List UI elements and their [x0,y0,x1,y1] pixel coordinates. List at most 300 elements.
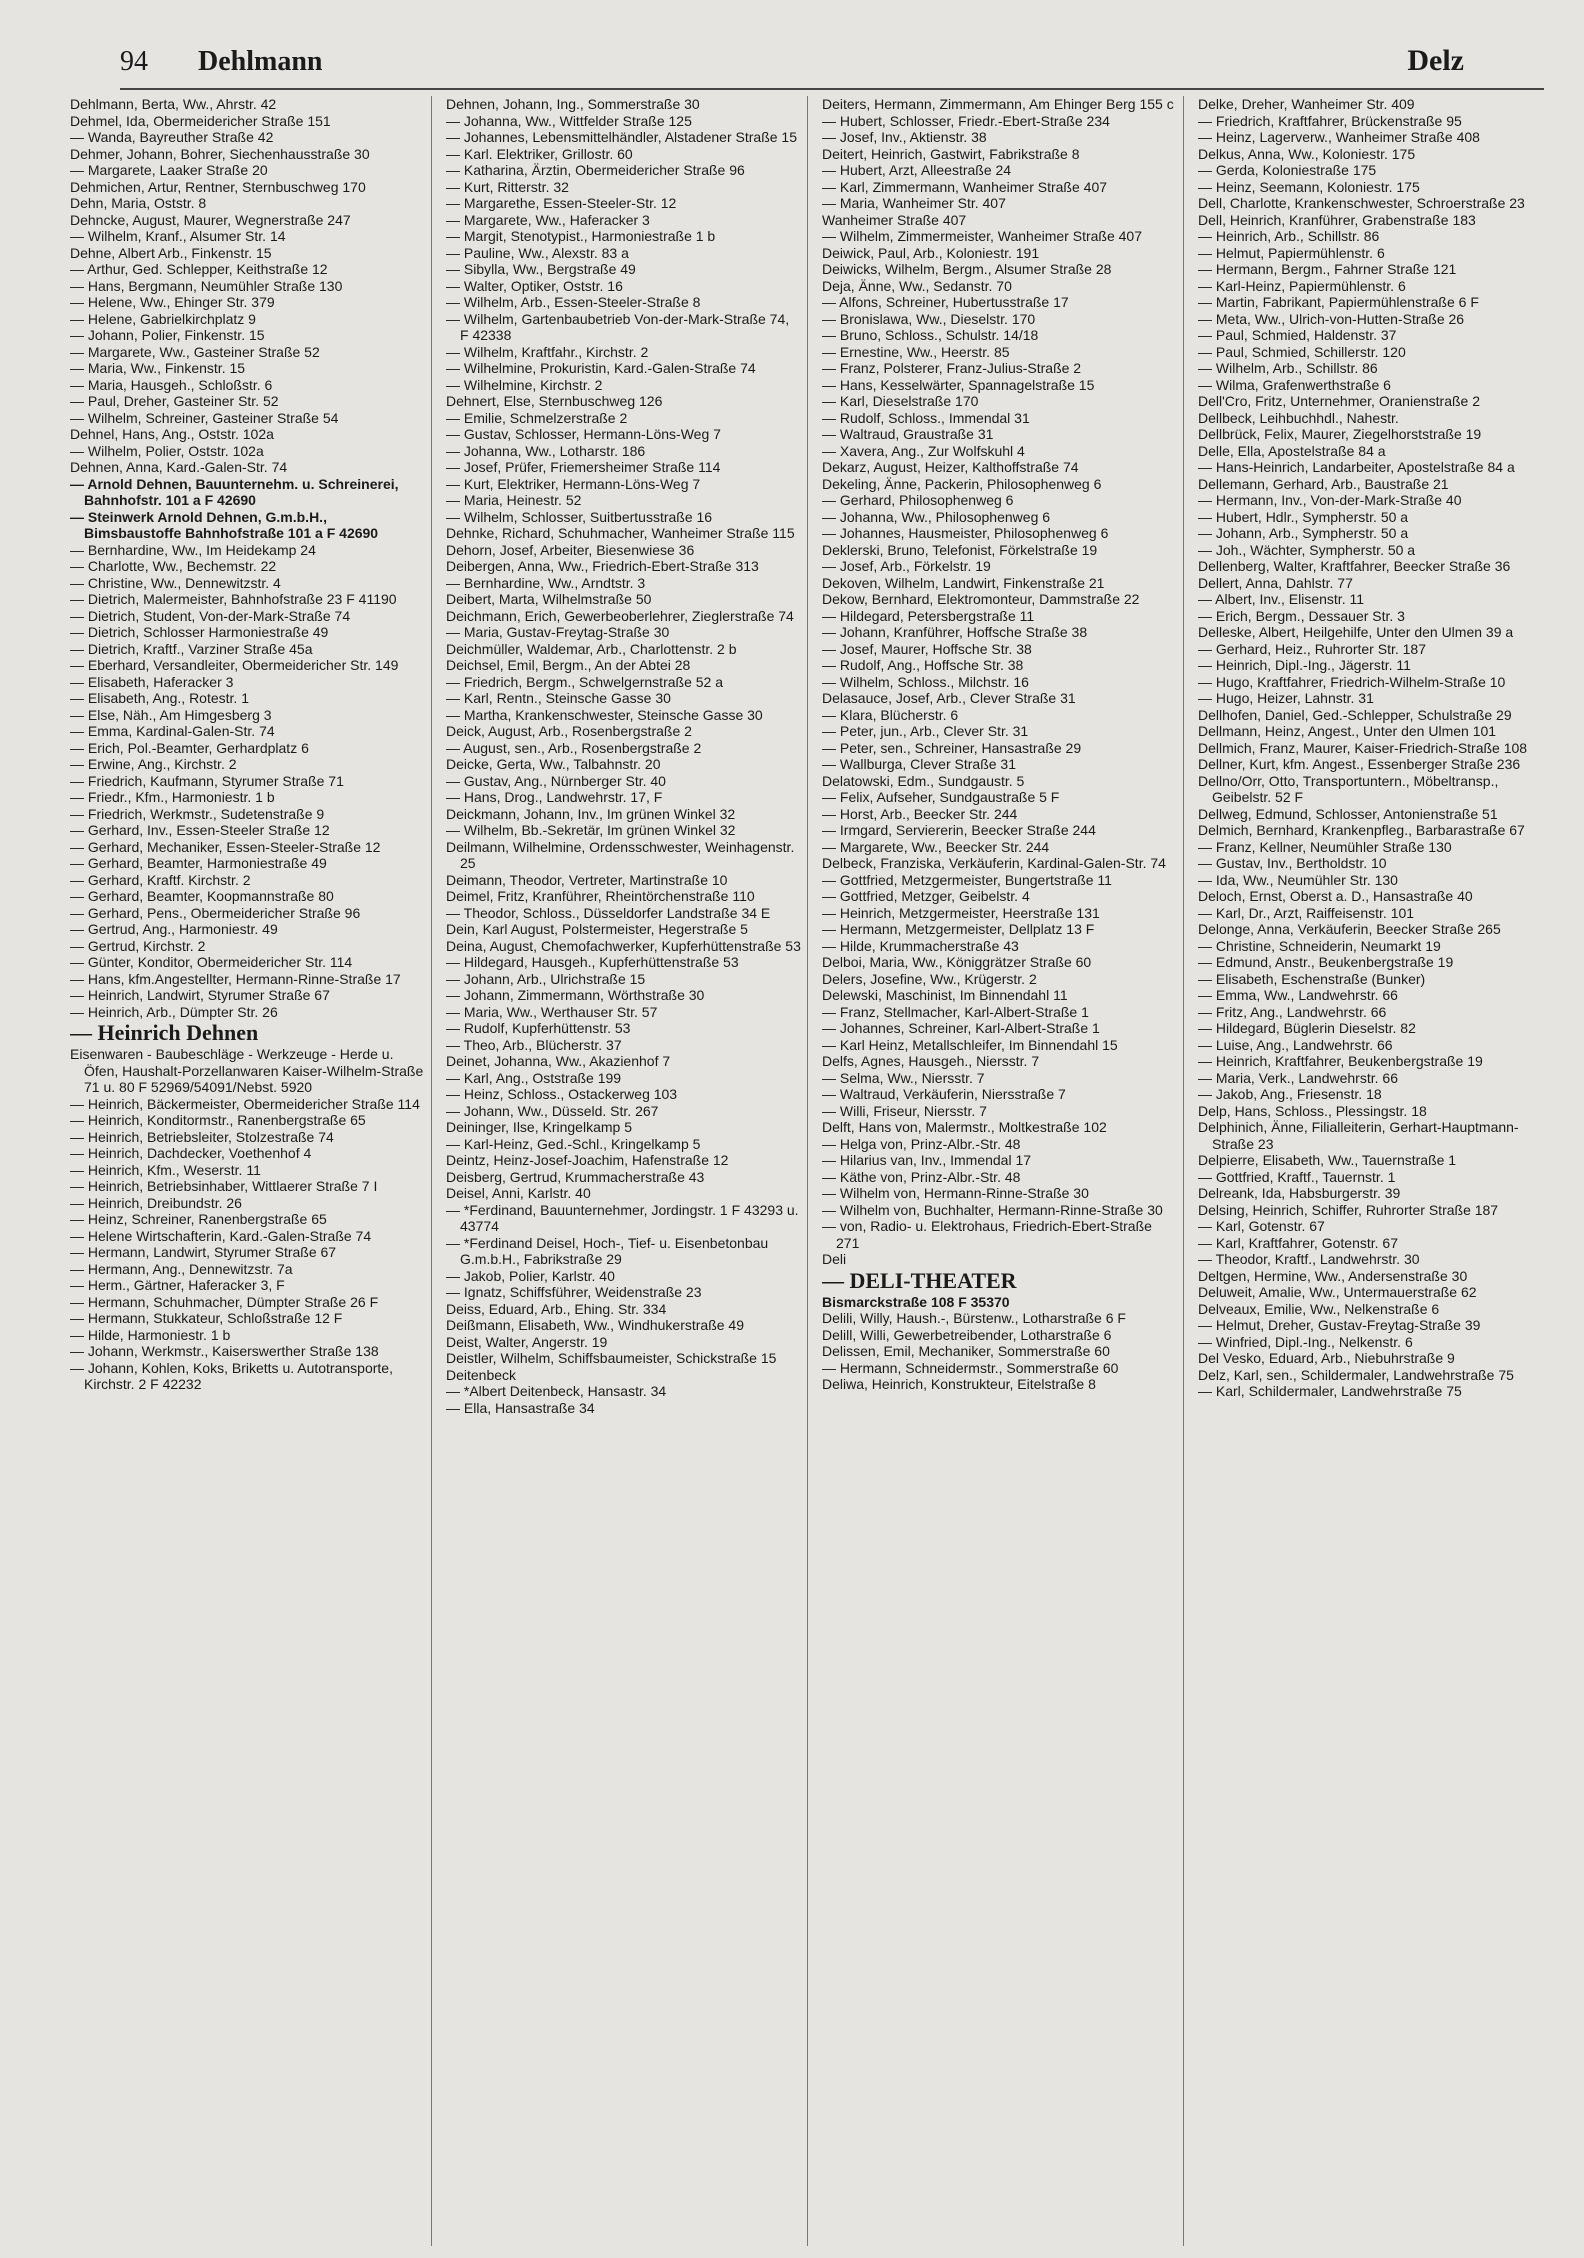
directory-entry: — Winfried, Dipl.-Ing., Nelkenstr. 6 [1198,1334,1554,1351]
directory-entry: Deiwicks, Wilhelm, Bergm., Alsumer Straße 28 [822,261,1112,277]
directory-entry: Deloch, Ernst, Oberst a. D., Hansastraße 40 [1198,888,1473,904]
directory-entry: Deisel, Anni, Karlstr. 40 [446,1185,591,1201]
directory-entry: Deltgen, Hermine, Ww., Andersenstraße 30 [1198,1267,1468,1284]
directory-entry: — Wilhelm, Bb.-Sekretär, Im grünen Winkel 32 [446,822,801,839]
directory-entry: — Christine, Schneiderin, Neumarkt 19 [1198,938,1554,955]
directory-entry: Dehncke, August, Maurer, Wegnerstraße 247 [70,211,351,228]
directory-entry: — Gottfried, Metzger, Geibelstr. 4 [822,888,1177,905]
directory-entry: Dellemann, Gerhard, Arb., Baustraße 21 [1198,475,1449,492]
directory-entry: — Gerda, Koloniestraße 175 [1198,162,1554,179]
directory-entry: — Friedr., Kfm., Harmoniestr. 1 b [70,789,425,806]
directory-entry: — *Ferdinand, Bauunternehmer, Jordingstr. 1 F 43293 u. 43774 [446,1202,801,1235]
directory-entry: — Heinz, Schreiner, Ranenbergstraße 65 [70,1211,425,1228]
directory-entry: Deintz, Heinz-Josef-Joachim, Hafenstraße 12 [446,1152,729,1168]
directory-entry: — Johann, Werkmstr., Kaiserswerther Straße 138 [70,1343,425,1360]
running-head-right: Delz [1407,44,1464,77]
directory-entry: — Heinrich, Arb., Dümpter Str. 26 [70,1004,425,1021]
directory-entry: — Wilhelmine, Prokuristin, Kard.-Galen-Straße 74 [446,360,801,377]
column-1 [70,96,432,2246]
directory-entry: — Friedrich, Kraftfahrer, Brückenstraße 95 [1198,113,1554,130]
directory-entry: Dehnen, Anna, Kard.-Galen-Str. 74 [70,459,288,475]
directory-entry: Delasauce, Josef, Arb., Clever Straße 31 [822,690,1076,706]
directory-entry: — Wallburga, Clever Straße 31 [822,756,1177,773]
directory-entry: — Wilhelm, Arb., Schillstr. 86 [1198,360,1554,377]
directory-entry: — Bernhardine, Ww., Im Heidekamp 24 [70,542,425,559]
column-3 [822,96,1184,2246]
directory-entry: — Hubert, Hdlr., Sympherstr. 50 a [1198,509,1554,526]
directory-entry: — Karl. Elektriker, Grillostr. 60 [446,146,801,163]
directory-entry: — Bronislawa, Ww., Dieselstr. 170 [822,311,1177,328]
directory-entry: — Heinrich, Betriebsinhaber, Wittlaerer Straße 7 I [70,1178,425,1195]
directory-entry: — Hans, Bergmann, Neumühler Straße 130 [70,278,425,295]
directory-entry: Deluweit, Amalie, Ww., Untermauerstraße 62 [1198,1284,1477,1300]
directory-entry: — Peter, sen., Schreiner, Hansastraße 29 [822,740,1177,757]
directory-entry: Deklerski, Bruno, Telefonist, Förkelstraße 19 [822,541,1098,558]
directory-columns [70,96,1560,2246]
directory-entry: — Wilhelmine, Kirchstr. 2 [446,377,801,394]
directory-entry: Delreank, Ida, Habsburgerstr. 39 [1198,1185,1401,1201]
directory-entry: — Heinrich, Dreibundstr. 26 [70,1195,425,1212]
directory-entry: Deina, August, Chemofachwerker, Kupferhüttenstraße 53 [446,937,801,954]
directory-entry: Deichmann, Erich, Gewerbeoberlehrer, Zieglerstraße 74 [446,607,794,624]
directory-entry: Bismarckstraße 108 F 35370 [822,1293,1010,1310]
directory-entry: — Heinrich, Dipl.-Ing., Jägerstr. 11 [1198,657,1554,674]
column-2 [446,96,808,2246]
directory-entry: — Hermann, Schneidermstr., Sommerstraße 60 [822,1360,1177,1377]
directory-entry: Deitert, Heinrich, Gastwirt, Fabrikstraße 8 [822,145,1080,162]
directory-entry: — Karl-Heinz, Ged.-Schl., Kringelkamp 5 [446,1136,801,1153]
directory-entry: — Hilde, Harmoniestr. 1 b [70,1327,425,1344]
directory-entry: — Ernestine, Ww., Heerstr. 85 [822,344,1177,361]
directory-entry: — Heinz, Lagerverw., Wanheimer Straße 408 [1198,129,1554,146]
directory-entry: — Johann, Kranführer, Hoffsche Straße 38 [822,624,1177,641]
directory-entry: — Rudolf, Schloss., Immendal 31 [822,410,1177,427]
directory-entry: — Dietrich, Malermeister, Bahnhofstraße 23 F 41190 [70,591,425,608]
directory-entry: Dein, Karl August, Polstermeister, Hegerstraße 5 [446,921,748,937]
directory-entry: — Emma, Ww., Landwehrstr. 66 [1198,987,1554,1004]
directory-entry: — Elisabeth, Haferacker 3 [70,674,425,691]
directory-entry: Dellner, Kurt, kfm. Angest., Essenberger Straße 236 [1198,756,1521,772]
directory-entry: — Josef, Inv., Aktienstr. 38 [822,129,1177,146]
directory-entry: — Helmut, Papiermühlenstr. 6 [1198,245,1554,262]
directory-entry: — Luise, Ang., Landwehrstr. 66 [1198,1037,1554,1054]
directory-entry: — Johann, Zimmermann, Wörthstraße 30 [446,987,801,1004]
directory-entry: — Gertrud, Kirchstr. 2 [70,938,425,955]
directory-entry: — Hubert, Arzt, Alleestraße 24 [822,162,1177,179]
directory-entry: Dekarz, August, Heizer, Kalthoffstraße 74 [822,459,1079,475]
directory-entry: — Elisabeth, Ang., Rotestr. 1 [70,690,425,707]
directory-entry: Dehlmann, Berta, Ww., Ahrstr. 42 [70,96,277,112]
directory-entry: — Karl, Dr., Arzt, Raiffeisenstr. 101 [1198,905,1554,922]
directory-entry: Dehnert, Else, Sternbuschweg 126 [446,393,663,409]
directory-entry: — Theodor, Kraftf., Landwehrstr. 30 [1198,1251,1554,1268]
directory-entry: — Gerhard, Kraftf. Kirchstr. 2 [70,872,425,889]
directory-entry: Dellbrück, Felix, Maurer, Ziegelhorststraße 19 [1198,426,1482,442]
directory-entry: Deli [822,1251,847,1267]
directory-entry: Dellbeck, Leihbuchhdl., Nahestr. [1198,409,1399,426]
directory-entry: — Heinrich, Kfm., Weserstr. 11 [70,1162,425,1179]
directory-entry: — Margarethe, Essen-Steeler-Str. 12 [446,195,801,212]
directory-entry: — Erich, Pol.-Beamter, Gerhardplatz 6 [70,740,425,757]
directory-entry: — Margarete, Ww., Beecker Str. 244 [822,839,1177,856]
directory-entry: — Margarete, Laaker Straße 20 [70,162,425,179]
directory-entry: — Edmund, Anstr., Beukenbergstraße 19 [1198,954,1554,971]
directory-entry: — Johann, Arb., Sympherstr. 50 a [1198,525,1554,542]
directory-entry: Dellweg, Edmund, Schlosser, Antonienstraße 51 [1198,805,1498,822]
directory-entry: Del Vesko, Eduard, Arb., Niebuhrstraße 9 [1198,1350,1455,1366]
directory-entry: — Wilhelm, Gartenbaubetrieb Von-der-Mark-Straße 74, F 42338 [446,311,801,344]
directory-entry: — Johannes, Schreiner, Karl-Albert-Straße 1 [822,1020,1177,1037]
directory-entry: Delkus, Anna, Ww., Koloniestr. 175 [1198,145,1416,162]
directory-entry: — Maria, Heinestr. 52 [446,492,801,509]
directory-entry: — Jakob, Ang., Friesenstr. 18 [1198,1086,1554,1103]
directory-entry: Dell, Charlotte, Krankenschwester, Schroerstraße 23 [1198,195,1525,211]
directory-entry: — Pauline, Ww., Alexstr. 83 a [446,245,801,262]
directory-entry: — Meta, Ww., Ulrich-von-Hutten-Straße 26 [1198,311,1554,328]
directory-entry: — Gustav, Schlosser, Hermann-Löns-Weg 7 [446,426,801,443]
directory-entry: Deliwa, Heinrich, Konstrukteur, Eitelstraße 8 [822,1376,1096,1392]
directory-entry: — Hans-Heinrich, Landarbeiter, Apostelstraße 84 a [1198,459,1554,476]
directory-entry: — Heinrich, Bäckermeister, Obermeidericher Straße 114 [70,1096,425,1113]
directory-entry: Dellmann, Heinz, Angest., Unter den Ulmen 101 [1198,723,1497,739]
directory-entry: — Arthur, Ged. Schlepper, Keithstraße 12 [70,261,425,278]
directory-entry: — Margarete, Ww., Gasteiner Straße 52 [70,344,425,361]
directory-entry: Delfs, Agnes, Hausgeh., Niersstr. 7 [822,1053,1040,1069]
directory-entry: — Hugo, Kraftfahrer, Friedrich-Wilhelm-Straße 10 [1198,674,1554,691]
directory-entry: — Dietrich, Student, Von-der-Mark-Straße 74 [70,608,425,625]
directory-entry: Deininger, Ilse, Kringelkamp 5 [446,1119,632,1135]
directory-entry: Delveaux, Emilie, Ww., Nelkenstraße 6 [1198,1300,1440,1317]
directory-entry: — Elisabeth, Eschenstraße (Bunker) [1198,971,1554,988]
directory-entry: — Helene, Gabrielkirchplatz 9 [70,311,425,328]
directory-entry: — Selma, Ww., Niersstr. 7 [822,1070,1177,1087]
directory-entry: — Bernhardine, Ww., Arndtstr. 3 [446,575,801,592]
directory-entry: — Karl, Rentn., Steinsche Gasse 30 [446,690,801,707]
directory-entry: — Herm., Gärtner, Haferacker 3, F [70,1277,425,1294]
directory-entry: — Xavera, Ang., Zur Wolfskuhl 4 [822,443,1177,460]
directory-entry: — Steinwerk Arnold Dehnen, G.m.b.H., Bimsbaustoffe Bahnhofstraße 101 a F 42690 [70,509,425,542]
directory-entry: — Gottfried, Kraftf., Tauernstr. 1 [1198,1169,1554,1186]
directory-entry: — *Albert Deitenbeck, Hansastr. 34 [446,1383,801,1400]
directory-entry: — Paul, Schmied, Schillerstr. 120 [1198,344,1554,361]
directory-entry: Delewski, Maschinist, Im Binnendahl 11 [822,987,1068,1003]
directory-entry: — Johanna, Ww., Philosophenweg 6 [822,509,1177,526]
directory-entry: Delmich, Bernhard, Krankenpfleg., Barbarastraße 67 [1198,822,1525,838]
directory-entry: — Martha, Krankenschwester, Steinsche Gasse 30 [446,707,801,724]
directory-entry: — Hilde, Krummacherstraße 43 [822,938,1177,955]
directory-entry: — Wilhelm, Kraftfahr., Kirchstr. 2 [446,344,801,361]
directory-entry: Deichmüller, Waldemar, Arb., Charlottenstr. 2 b [446,640,737,657]
directory-entry: — *Ferdinand Deisel, Hoch-, Tief- u. Eisenbetonbau G.m.b.H., Fabrikstraße 29 [446,1235,801,1268]
directory-entry: Dehmer, Johann, Bohrer, Siechenhausstraße 30 [70,145,370,162]
directory-entry: Deisberg, Gertrud, Krummacherstraße 43 [446,1168,705,1185]
directory-entry: Dehnel, Hans, Ang., Oststr. 102a [70,426,274,442]
directory-entry: Dehnen, Johann, Ing., Sommerstraße 30 [446,96,700,112]
directory-entry: Deinet, Johanna, Ww., Akazienhof 7 [446,1053,671,1069]
directory-entry: Delke, Dreher, Wanheimer Str. 409 [1198,96,1415,112]
directory-entry: Delatowski, Edm., Sundgaustr. 5 [822,772,1025,789]
directory-entry: — Friedrich, Kaufmann, Styrumer Straße 71 [70,773,425,790]
directory-entry: Dekeling, Änne, Packerin, Philosophenweg 6 [822,475,1102,492]
directory-entry: — Kurt, Ritterstr. 32 [446,179,801,196]
directory-entry: — Käthe von, Prinz-Albr.-Str. 48 [822,1169,1177,1186]
directory-entry: — Heinrich, Metzgermeister, Heerstraße 131 [822,905,1177,922]
page-number: 94 [120,46,148,77]
directory-entry: — Gerhard, Mechaniker, Essen-Steeler-Straße 12 [70,839,425,856]
directory-entry: — Albert, Inv., Elisenstr. 11 [1198,591,1554,608]
directory-entry: — Waltraud, Graustraße 31 [822,426,1177,443]
directory-entry: Delers, Josefine, Ww., Krügerstr. 2 [822,970,1037,987]
directory-entry: — Johannes, Hausmeister, Philosophenweg 6 [822,525,1177,542]
directory-entry: Deibergen, Anna, Ww., Friedrich-Ebert-Straße 313 [446,558,759,574]
directory-entry: — Heinz, Seemann, Koloniestr. 175 [1198,179,1554,196]
directory-entry: — Dietrich, Kraftf., Varziner Straße 45a [70,641,425,658]
directory-entry: — Johann, Ww., Düsseld. Str. 267 [446,1103,801,1120]
directory-entry: — Hildegard, Petersbergstraße 11 [822,608,1177,625]
directory-entry: — DELI-THEATER [822,1268,1177,1294]
directory-entry: Deistler, Wilhelm, Schiffsbaumeister, Schickstraße 15 [446,1350,777,1366]
directory-entry: Deißmann, Elisabeth, Ww., Windhukerstraße 49 [446,1317,745,1333]
directory-entry: Delill, Willi, Gewerbetreibender, Lotharstraße 6 [822,1326,1112,1343]
directory-entry: Deiwick, Paul, Arb., Koloniestr. 191 [822,244,1040,261]
directory-entry: Delonge, Anna, Verkäuferin, Beecker Straße 265 [1198,921,1501,937]
directory-entry: Deiss, Eduard, Arb., Ehing. Str. 334 [446,1300,667,1317]
directory-entry: — Peter, jun., Arb., Clever Str. 31 [822,723,1177,740]
directory-entry: — Johannes, Lebensmittelhändler, Alstadener Straße 15 [446,129,801,146]
directory-entry: — Wilhelm, Kranf., Alsumer Str. 14 [70,228,425,245]
directory-entry: — Johann, Polier, Finkenstr. 15 [70,327,425,344]
directory-entry: — Friedrich, Bergm., Schwelgernstraße 52 a [446,674,801,691]
directory-entry: — Margit, Stenotypist., Harmoniestraße 1 b [446,228,801,245]
directory-entry: — Felix, Aufseher, Sundgaustraße 5 F [822,789,1177,806]
directory-entry: Deibert, Marta, Wilhelmstraße 50 [446,591,652,607]
directory-entry: Dehne, Albert Arb., Finkenstr. 15 [70,244,272,261]
directory-entry: Eisenwaren - Baubeschläge - Werkzeuge - Herde u. Öfen, Haushalt-Porzellanwaren Kaiser-Wilhelm-Straße 71 u. 80 F 52969/54091/Nebst. 5920 [70,1046,424,1095]
directory-entry: — Karl, Zimmermann, Wanheimer Straße 407 [822,179,1177,196]
directory-entry: Wanheimer Straße 407 [822,211,967,228]
directory-entry: — Karl Heinz, Metallschleifer, Im Binnendahl 15 [822,1037,1177,1054]
directory-entry: — Hildegard, Hausgeh., Kupferhüttenstraße 53 [446,954,801,971]
directory-entry: Dellert, Anna, Dahlstr. 77 [1198,574,1353,591]
directory-entry: — Heinrich, Arb., Schillstr. 86 [1198,228,1554,245]
directory-entry: — Erwine, Ang., Kirchstr. 2 [70,756,425,773]
directory-entry: — Heinrich, Landwirt, Styrumer Straße 67 [70,987,425,1004]
directory-entry: — Karl, Schildermaler, Landwehrstraße 75 [1198,1383,1554,1400]
directory-entry: — Willi, Friseur, Niersstr. 7 [822,1103,1177,1120]
directory-entry: — Hermann, Bergm., Fahrner Straße 121 [1198,261,1554,278]
directory-entry: — Joh., Wächter, Sympherstr. 50 a [1198,542,1554,559]
directory-entry: Dellmich, Franz, Maurer, Kaiser-Friedrich-Straße 108 [1198,739,1528,756]
directory-entry: — Heinrich, Konditormstr., Ranenbergstraße 65 [70,1112,425,1129]
directory-entry: — Helene Wirtschafterin, Kard.-Galen-Straße 74 [70,1228,425,1245]
directory-entry: — Gertrud, Ang., Harmoniestr. 49 [70,921,425,938]
directory-entry: — Hermann, Stukkateur, Schloßstraße 12 F [70,1310,425,1327]
directory-entry: Delpierre, Elisabeth, Ww., Tauernstraße 1 [1198,1152,1457,1168]
directory-entry: — Maria, Hausgeh., Schloßstr. 6 [70,377,425,394]
directory-entry: — Karl, Ang., Oststraße 199 [446,1070,801,1087]
directory-entry: Delissen, Emil, Mechaniker, Sommerstraße 60 [822,1343,1110,1359]
directory-entry: — Josef, Arb., Förkelstr. 19 [822,558,1177,575]
page-header [120,38,1544,90]
directory-entry: — Heinrich, Dachdecker, Voethenhof 4 [70,1145,425,1162]
directory-entry: Delsing, Heinrich, Schiffer, Ruhrorter Straße 187 [1198,1201,1499,1218]
directory-entry: — Klara, Blücherstr. 6 [822,707,1177,724]
directory-entry: — Karl-Heinz, Papiermühlenstr. 6 [1198,278,1554,295]
directory-entry: Deimann, Theodor, Vertreter, Martinstraße 10 [446,871,728,888]
directory-entry: Deist, Walter, Angerstr. 19 [446,1333,608,1350]
directory-entry: — Wilhelm, Arb., Essen-Steeler-Straße 8 [446,294,801,311]
directory-entry: — Irmgard, Serviererin, Beecker Straße 244 [822,822,1177,839]
directory-entry: Dehnke, Richard, Schuhmacher, Wanheimer Straße 115 [446,525,795,541]
directory-entry: Dehn, Maria, Oststr. 8 [70,195,207,211]
directory-entry: Dellenberg, Walter, Kraftfahrer, Beecker Straße 36 [1198,558,1511,574]
directory-entry: Dehorn, Josef, Arbeiter, Biesenwiese 36 [446,541,695,558]
directory-entry: — Paul, Dreher, Gasteiner Str. 52 [70,393,425,410]
directory-entry: Dehmel, Ida, Obermeidericher Straße 151 [70,112,331,129]
directory-entry: — Arnold Dehnen, Bauunternehm. u. Schreinerei, Bahnhofstr. 101 a F 42690 [70,476,425,509]
directory-entry: — Josef, Prüfer, Friemersheimer Straße 114 [446,459,801,476]
directory-entry: — August, sen., Arb., Rosenbergstraße 2 [446,740,801,757]
directory-entry: — Katharina, Ärztin, Obermeidericher Straße 96 [446,162,801,179]
directory-entry: — Maria, Ww., Finkenstr. 15 [70,360,425,377]
directory-entry: — Wilhelm, Polier, Oststr. 102a [70,443,425,460]
directory-entry: — Gustav, Ang., Nürnberger Str. 40 [446,773,801,790]
directory-entry: Dekoven, Wilhelm, Landwirt, Finkenstraße 21 [822,574,1105,591]
directory-entry: Delz, Karl, sen., Schildermaler, Landwehrstraße 75 [1198,1366,1514,1383]
directory-entry: Deiters, Hermann, Zimmermann, Am Ehinger Berg 155 c [822,96,1174,112]
directory-entry: — Johann, Arb., Ulrichstraße 15 [446,971,801,988]
directory-entry: — Bruno, Schloss., Schulstr. 14/18 [822,327,1177,344]
directory-entry: Delp, Hans, Schloss., Plessingstr. 18 [1198,1102,1427,1119]
directory-entry: Deilmann, Wilhelmine, Ordensschwester, Weinhagenstr. 25 [446,838,795,871]
directory-entry: — Ida, Ww., Neumühler Str. 130 [1198,872,1554,889]
directory-entry: — Paul, Schmied, Haldenstr. 37 [1198,327,1554,344]
directory-entry: — Theo, Arb., Blücherstr. 37 [446,1037,801,1054]
directory-entry: — Gerhard, Inv., Essen-Steeler Straße 12 [70,822,425,839]
directory-entry: — Sibylla, Ww., Bergstraße 49 [446,261,801,278]
directory-entry: Delboi, Maria, Ww., Königgrätzer Straße 60 [822,954,1092,970]
directory-entry: — Kurt, Elektriker, Hermann-Löns-Weg 7 [446,476,801,493]
directory-entry: — Heinz, Schloss., Ostackerweg 103 [446,1086,801,1103]
directory-entry: — Josef, Maurer, Hoffsche Str. 38 [822,641,1177,658]
directory-entry: — Eberhard, Versandleiter, Obermeidericher Str. 149 [70,657,425,674]
directory-entry: — Johanna, Ww., Lotharstr. 186 [446,443,801,460]
directory-entry: — Gerhard, Beamter, Harmoniestraße 49 [70,855,425,872]
directory-entry: — Heinrich, Betriebsleiter, Stolzestraße 74 [70,1129,425,1146]
directory-entry: Deichsel, Emil, Bergm., An der Abtei 28 [446,657,691,673]
directory-entry: Dell'Cro, Fritz, Unternehmer, Oranienstraße 2 [1198,393,1480,409]
directory-entry: — Franz, Kellner, Neumühler Straße 130 [1198,839,1554,856]
directory-entry: — Maria, Verk., Landwehrstr. 66 [1198,1070,1554,1087]
directory-entry: Delphinich, Änne, Filialleiterin, Gerhart-Hauptmann-Straße 23 [1198,1119,1519,1152]
directory-entry: — Johann, Kohlen, Koks, Briketts u. Autotransporte, Kirchstr. 2 F 42232 [70,1360,425,1393]
directory-entry: — Franz, Stellmacher, Karl-Albert-Straße 1 [822,1004,1177,1021]
directory-entry: — Maria, Gustav-Freytag-Straße 30 [446,624,801,641]
directory-entry: — Günter, Konditor, Obermeidericher Str. 114 [70,954,425,971]
directory-entry: Delbeck, Franziska, Verkäuferin, Kardinal-Galen-Str. 74 [822,855,1166,871]
directory-entry: — Rudolf, Ang., Hoffsche Str. 38 [822,657,1177,674]
directory-entry: — Dietrich, Schlosser Harmoniestraße 49 [70,624,425,641]
directory-entry: — Karl, Kraftfahrer, Gotenstr. 67 [1198,1235,1554,1252]
directory-entry: — Hilarius van, Inv., Immendal 17 [822,1152,1177,1169]
directory-entry: — Wilma, Grafenwerthstraße 6 [1198,377,1554,394]
directory-entry: — Wanda, Bayreuther Straße 42 [70,129,425,146]
directory-entry: Dekow, Bernhard, Elektromonteur, Dammstraße 22 [822,591,1140,607]
directory-entry: — Maria, Wanheimer Str. 407 [822,195,1177,212]
directory-entry: — Hildegard, Büglerin Dieselstr. 82 [1198,1020,1554,1037]
directory-entry: — Karl, Dieselstraße 170 [822,393,1177,410]
directory-entry: — Wilhelm, Schreiner, Gasteiner Straße 54 [70,410,425,427]
directory-entry: — Wilhelm, Zimmermeister, Wanheimer Straße 407 [822,228,1177,245]
directory-entry: — Else, Näh., Am Himgesberg 3 [70,707,425,724]
directory-entry: Delili, Willy, Haush.-, Bürstenw., Lotharstraße 6 F [822,1310,1126,1326]
directory-entry: — Gerhard, Philosophenweg 6 [822,492,1177,509]
directory-entry: — Gerhard, Heiz., Ruhrorter Str. 187 [1198,641,1554,658]
directory-entry: Delle, Ella, Apostelstraße 84 a [1198,442,1386,459]
directory-entry: — Wilhelm, Schloss., Milchstr. 16 [822,674,1177,691]
directory-entry: — Alfons, Schreiner, Hubertusstraße 17 [822,294,1177,311]
directory-entry: Deick, August, Arb., Rosenbergstraße 2 [446,723,692,739]
directory-entry: — Hans, Kesselwärter, Spannagelstraße 15 [822,377,1177,394]
directory-entry: Deitenbeck [446,1366,517,1383]
directory-entry: — Martin, Fabrikant, Papiermühlenstraße 6 F [1198,294,1554,311]
directory-entry: — Helene, Ww., Ehinger Str. 379 [70,294,425,311]
directory-entry: — Karl, Gotenstr. 67 [1198,1218,1554,1235]
directory-entry: Delft, Hans von, Malermstr., Moltkestraße 102 [822,1119,1107,1135]
directory-entry: — Hermann, Metzgermeister, Dellplatz 13 F [822,921,1177,938]
directory-entry: — Emma, Kardinal-Galen-Str. 74 [70,723,425,740]
directory-entry: — Gottfried, Metzgermeister, Bungertstraße 11 [822,872,1177,889]
directory-entry: — Gustav, Inv., Bertholdstr. 10 [1198,855,1554,872]
directory-entry: — Jakob, Polier, Karlstr. 40 [446,1268,801,1285]
directory-entry: — Ignatz, Schiffsführer, Weidenstraße 23 [446,1284,801,1301]
directory-entry: — Hermann, Ang., Dennewitzstr. 7a [70,1261,425,1278]
directory-entry: Deimel, Fritz, Kranführer, Rheintörchenstraße 110 [446,888,755,904]
directory-entry: — Hermann, Landwirt, Styrumer Straße 67 [70,1244,425,1261]
directory-entry: — Hans, Drog., Landwehrstr. 17, F [446,789,801,806]
directory-entry: — Rudolf, Kupferhüttenstr. 53 [446,1020,801,1037]
directory-entry: Dellhofen, Daniel, Ged.-Schlepper, Schulstraße 29 [1198,706,1512,723]
directory-entry: Dellno/Orr, Otto, Transportuntern., Möbeltransp., Geibelstr. 52 F [1198,772,1499,805]
directory-entry: — Helmut, Dreher, Gustav-Freytag-Straße 39 [1198,1317,1554,1334]
directory-entry: Dell, Heinrich, Kranführer, Grabenstraße 183 [1198,211,1476,228]
directory-entry: Deickmann, Johann, Inv., Im grünen Winkel 32 [446,805,736,822]
running-head-left: Dehlmann [198,46,323,77]
directory-entry: — Theodor, Schloss., Düsseldorfer Landstraße 34 E [446,905,801,922]
directory-entry: — Johanna, Ww., Wittfelder Straße 125 [446,113,801,130]
directory-entry: — Fritz, Ang., Landwehrstr. 66 [1198,1004,1554,1021]
directory-entry: — Wilhelm von, Hermann-Rinne-Straße 30 [822,1185,1177,1202]
directory-entry: Delleske, Albert, Heilgehilfe, Unter den Ulmen 39 a [1198,624,1514,640]
directory-entry: Deicke, Gerta, Ww., Talbahnstr. 20 [446,756,661,772]
directory-entry: — Hermann, Inv., Von-der-Mark-Straße 40 [1198,492,1554,509]
directory-entry: — Wilhelm, Schlosser, Suitbertusstraße 16 [446,509,801,526]
directory-entry: — Hans, kfm.Angestellter, Hermann-Rinne-Straße 17 [70,971,425,988]
directory-entry: — Heinrich Dehnen [70,1020,425,1046]
column-4 [1198,96,1560,2246]
directory-entry: — Margarete, Ww., Haferacker 3 [446,212,801,229]
directory-entry: — Helga von, Prinz-Albr.-Str. 48 [822,1136,1177,1153]
directory-entry: — Emilie, Schmelzerstraße 2 [446,410,801,427]
directory-entry: — Waltraud, Verkäuferin, Niersstraße 7 [822,1086,1177,1103]
directory-entry: — Charlotte, Ww., Bechemstr. 22 [70,558,425,575]
directory-entry: — Franz, Polsterer, Franz-Julius-Straße 2 [822,360,1177,377]
directory-entry: — Horst, Arb., Beecker Str. 244 [822,806,1177,823]
directory-entry: — Hugo, Heizer, Lahnstr. 31 [1198,690,1554,707]
directory-entry: — Maria, Ww., Werthauser Str. 57 [446,1004,801,1021]
directory-entry: — Gerhard, Beamter, Koopmannstraße 80 [70,888,425,905]
directory-entry: — Hubert, Schlosser, Friedr.-Ebert-Straße 234 [822,113,1177,130]
